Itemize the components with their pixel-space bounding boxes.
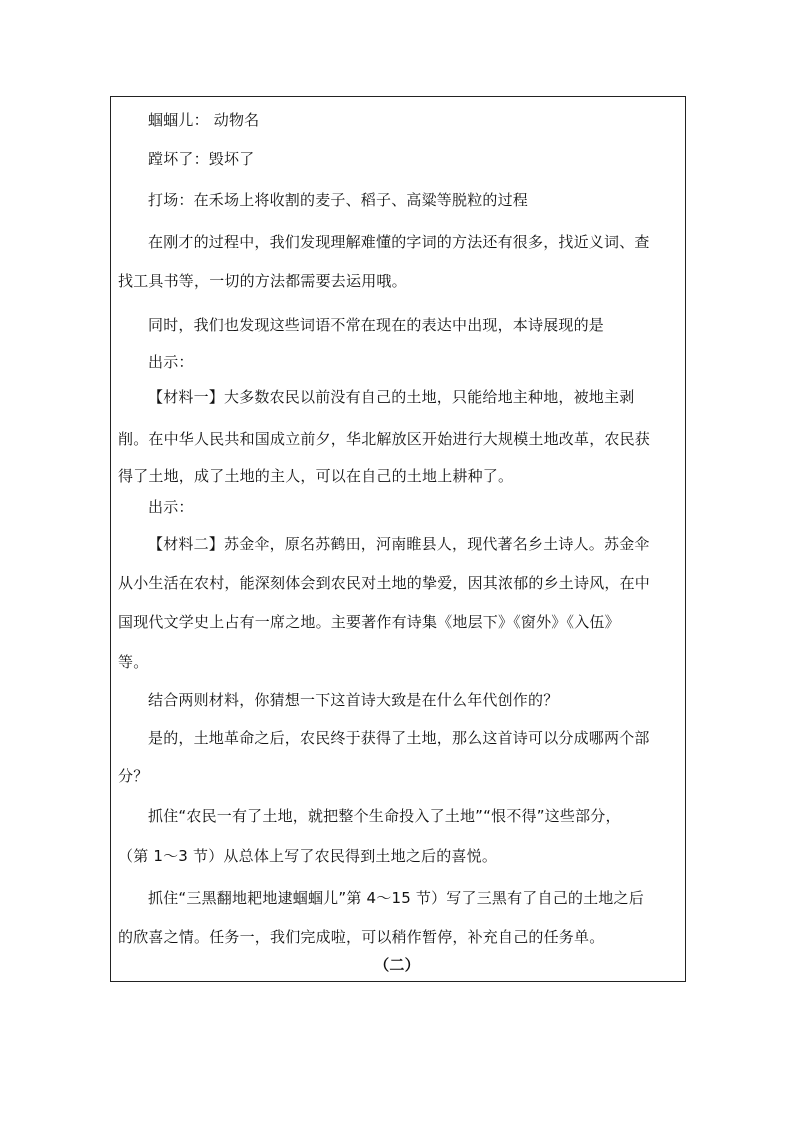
analysis-line: 的欣喜之情。任务一，我们完成啦，可以稍作暂停，补充自己的任务单。 [118, 928, 605, 946]
paragraph-line: 同时，我们也发现这些词语不常在现在的表达中出现，本诗展现的是 [148, 316, 605, 334]
material-two-line: 【材料二】苏金伞，原名苏鹤田，河南睢县人，现代著名乡土诗人。苏金伞 [148, 535, 650, 553]
paragraph-line: 找工具书等，一切的方法都需要去运用哦。 [118, 272, 407, 290]
material-two-line: 从小生活在农村，能深刻体会到农民对土地的挚爱，因其浓郁的乡土诗风，在中 [118, 574, 651, 592]
paragraph-line: 在刚才的过程中，我们发现理解难懂的字词的方法还有很多，找近义词、查 [148, 233, 650, 251]
question-line: 是的，土地革命之后，农民终于获得了土地，那么这首诗可以分成哪两个部 [148, 729, 650, 747]
section-heading: （二） [374, 956, 420, 974]
vocab-line-2: 蹚坏了：毁坏了 [148, 150, 255, 168]
material-one-line: 削。在中华人民共和国成立前夕，华北解放区开始进行大规模土地改革，农民获 [118, 430, 651, 448]
vocab-line-1: 蝈蝈儿： 动物名 [148, 111, 260, 129]
material-two-line: 等。 [118, 653, 149, 671]
vocab-line-3: 打场：在禾场上将收割的麦子、稻子、高粱等脱粒的过程 [148, 191, 529, 209]
material-one-line: 得了土地，成了土地的主人，可以在自己的土地上耕种了。 [118, 467, 514, 485]
analysis-line: 抓住“农民一有了土地，就把整个生命投入了土地”“恨不得”这些部分， [148, 807, 621, 825]
question-line: 分？ [118, 767, 149, 785]
show-label: 出示： [148, 353, 194, 371]
analysis-line: （第 1～3 节）从总体上写了农民得到土地之后的喜悦。 [118, 847, 498, 865]
analysis-line: 抓住“三黑翻地耙地逮蝈蝈儿”第 4～15 节）写了三黑有了自己的土地之后 [148, 889, 644, 907]
show-label: 出示： [148, 498, 194, 516]
question-line: 结合两则材料，你猜想一下这首诗大致是在什么年代创作的？ [148, 691, 559, 709]
material-one-line: 【材料一】大多数农民以前没有自己的土地，只能给地主种地，被地主剥 [148, 388, 635, 406]
material-two-line: 国现代文学史上占有一席之地。主要著作有诗集《地层下》《窗外》《入伍》 [118, 613, 620, 631]
